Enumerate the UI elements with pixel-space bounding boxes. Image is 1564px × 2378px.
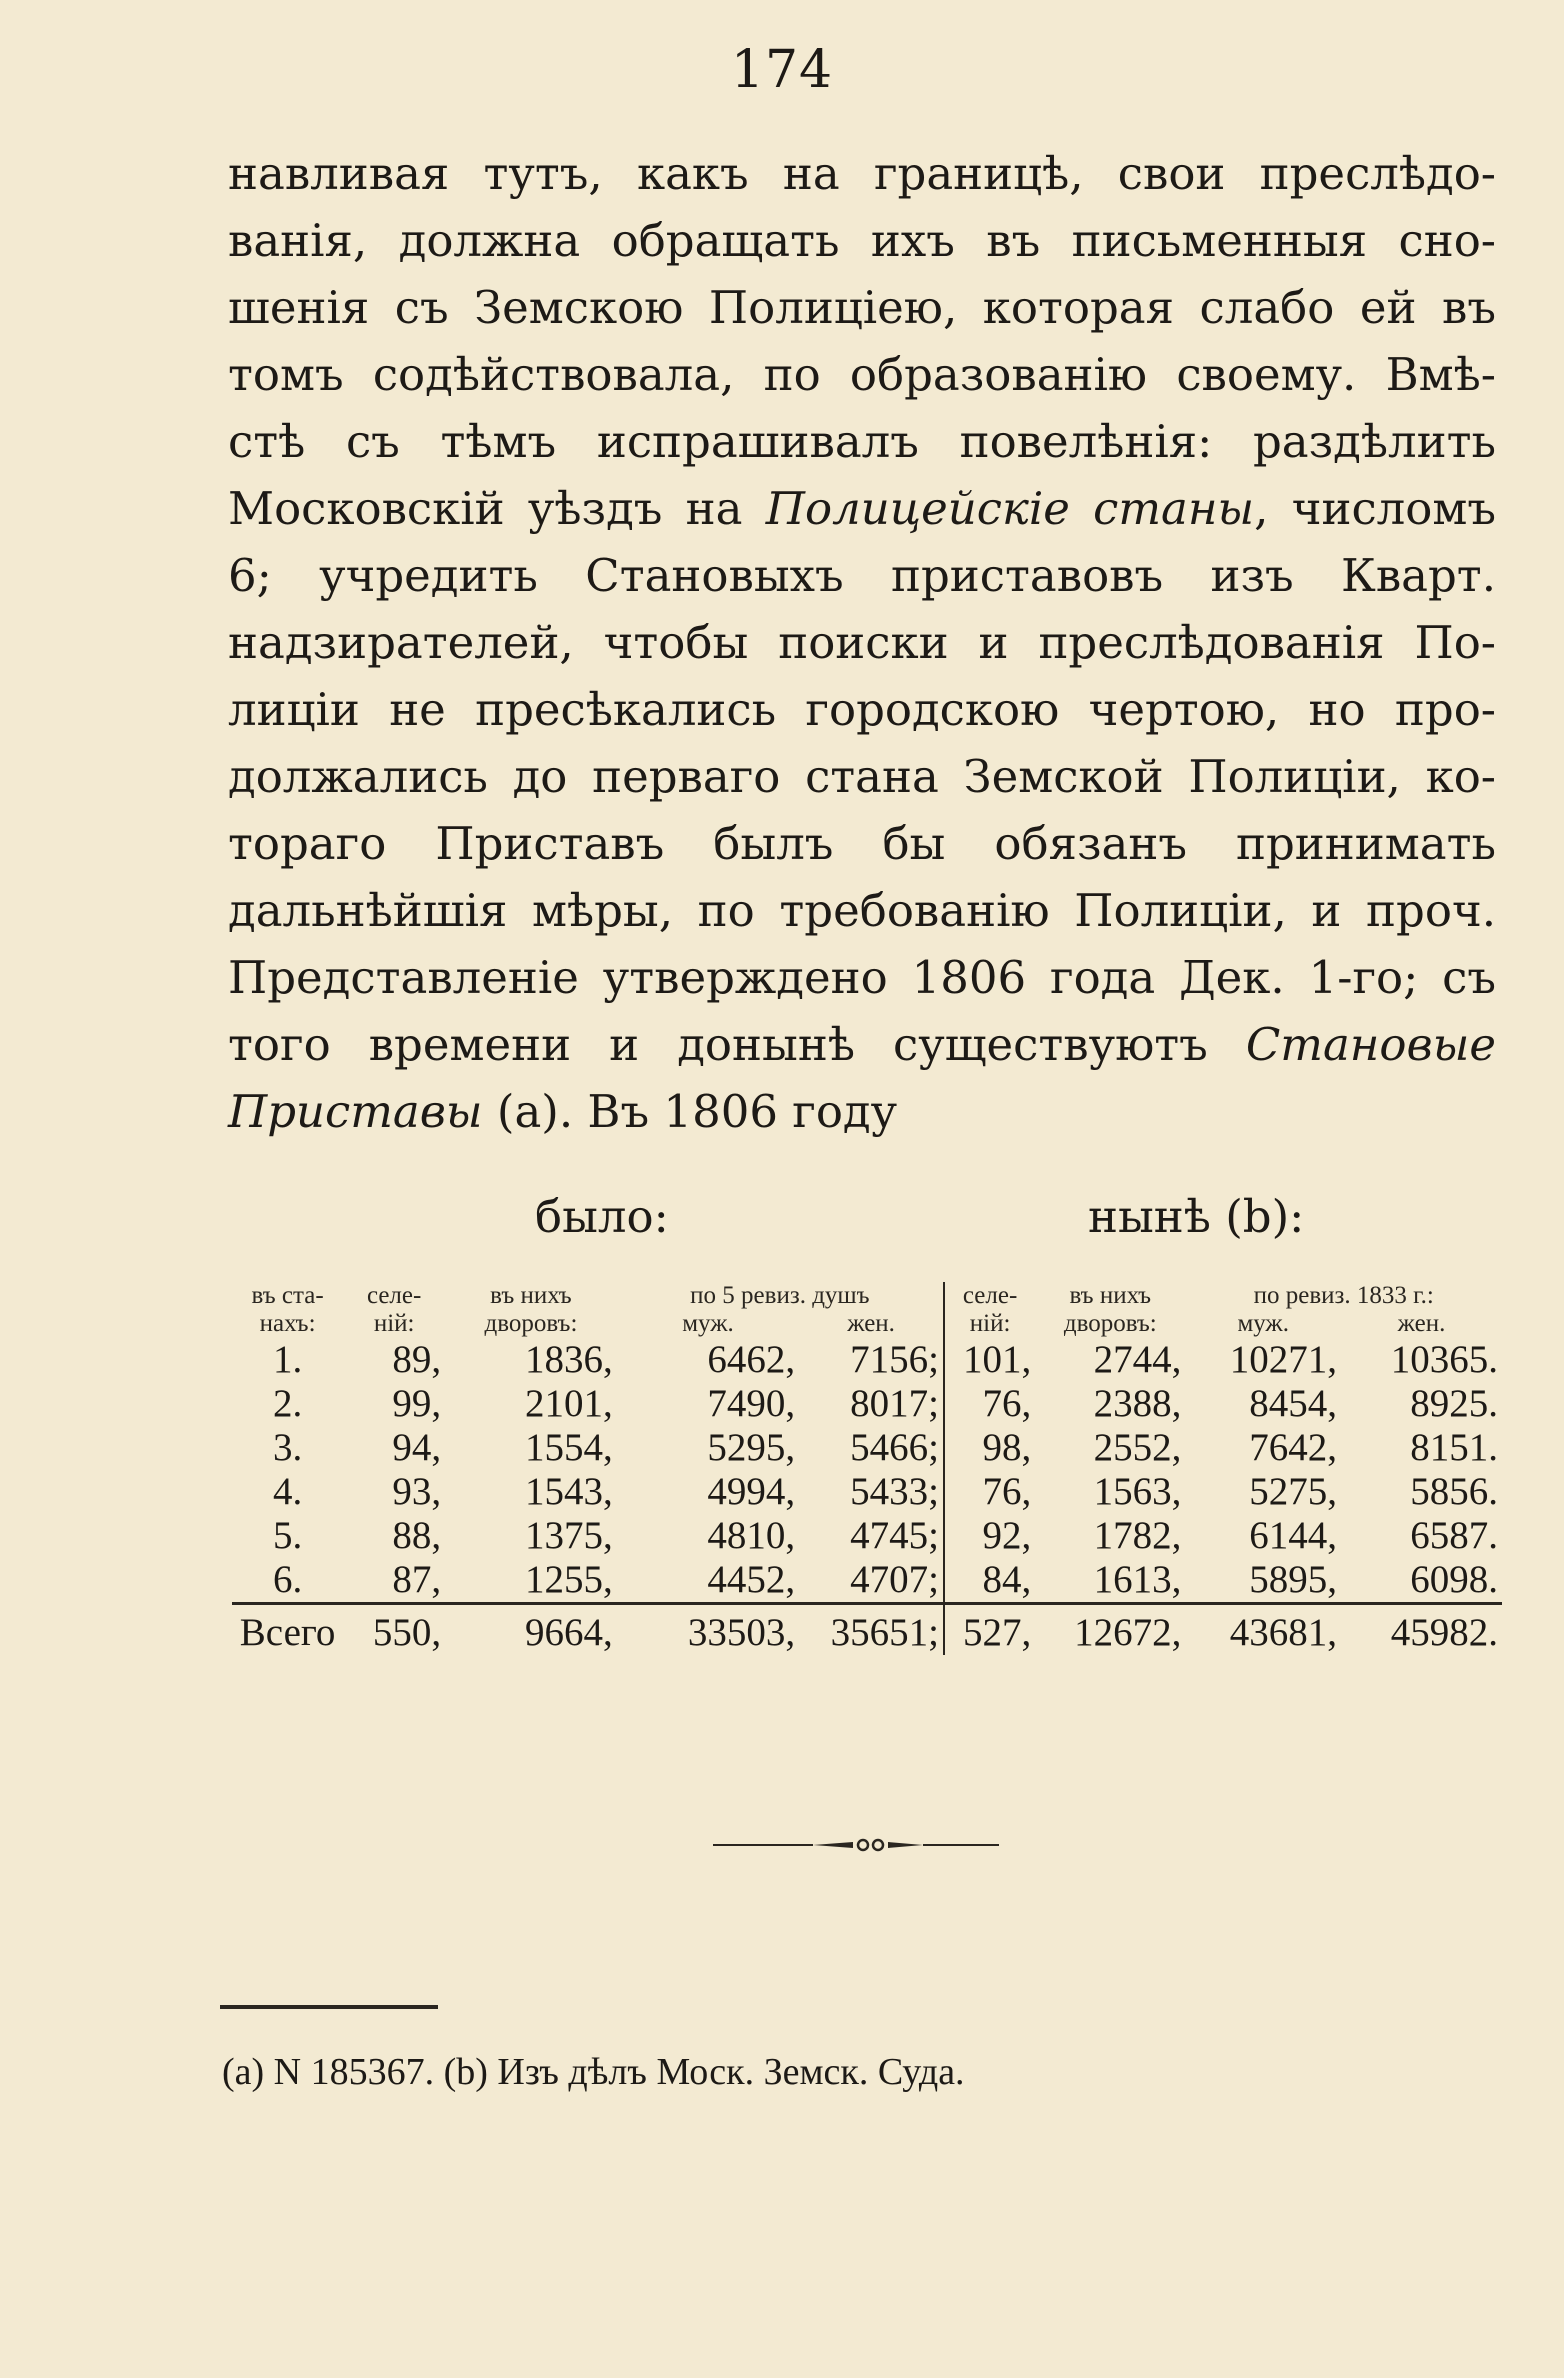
table-cell: 76, <box>982 1382 1032 1425</box>
table-row <box>232 1558 1502 1604</box>
table-row <box>232 1338 1502 1382</box>
subheader-female-before: жен. <box>799 1310 944 1338</box>
text-span: , числомъ <box>1254 482 1496 535</box>
text-span: надзирателей, чтобы поиски и преслѣдованія По- <box>228 616 1496 669</box>
italic-text: Становые <box>1245 1018 1496 1071</box>
table-cell: 2388, <box>1093 1382 1182 1425</box>
header-villages-before: селе- <box>366 1282 422 1309</box>
table-cell: 2552, <box>1093 1426 1182 1469</box>
table-cell: 5856. <box>1410 1470 1498 1513</box>
subheader-households-before: дворовъ: <box>484 1310 578 1337</box>
table-cell: 98, <box>982 1426 1032 1469</box>
table-cell: 1543, <box>525 1470 613 1513</box>
table-cell: 6. <box>272 1558 303 1601</box>
ornament-divider <box>713 1838 999 1852</box>
table-header-row-bottom <box>232 1310 1502 1338</box>
table-cell: 1782, <box>1093 1514 1182 1557</box>
text-line <box>228 207 1496 274</box>
table-row <box>232 1426 1502 1470</box>
table-cell: 7642, <box>1249 1426 1337 1469</box>
subheader-male-now: муж. <box>1237 1310 1289 1337</box>
table-cell: 3. <box>272 1426 303 1469</box>
table-cell: 4994, <box>707 1470 796 1513</box>
subheader-villages-before: ній: <box>373 1310 415 1337</box>
table-cell: 527, <box>944 1604 1035 1656</box>
table-cell: 93, <box>392 1470 442 1513</box>
header-stations: въ ста- <box>251 1282 324 1309</box>
body-text <box>228 140 1496 1145</box>
table-cell: 4707; <box>799 1558 944 1604</box>
italic-text: Приставы <box>228 1085 483 1138</box>
table-row <box>232 1470 1502 1514</box>
header-villages-now: селе- <box>962 1282 1018 1309</box>
text-line <box>228 140 1496 207</box>
table-cell: 94, <box>392 1426 442 1469</box>
page-number: 174 <box>730 40 834 100</box>
table-cell: 1836, <box>525 1338 613 1381</box>
table-cell: 76, <box>982 1470 1032 1513</box>
text-line <box>228 944 1496 1011</box>
subheader-villages-now: ній: <box>969 1310 1011 1337</box>
table-row <box>232 1514 1502 1558</box>
text-span: Представленіе утверждено 1806 года Дек. 1-го; съ <box>228 951 1496 1004</box>
text-span: тораго Приставъ былъ бы обязанъ принимать <box>228 817 1496 870</box>
table-cell: 8454, <box>1249 1382 1337 1425</box>
table-cell: 88, <box>392 1514 442 1557</box>
text-line <box>228 542 1496 609</box>
table-heading-before: было: <box>535 1190 669 1243</box>
table-cell: 6144, <box>1249 1514 1337 1557</box>
text-span: должались до перваго стана Земской Полиціи, ко- <box>228 750 1496 803</box>
text-line <box>228 609 1496 676</box>
footnote: (а) N 185367. (b) Изъ дѣлъ Моск. Земск. Суда. <box>222 2051 965 2093</box>
header-revision-5: по 5 ревиз. душъ <box>617 1282 944 1310</box>
text-span: навливая тутъ, какъ на границѣ, свои преслѣдо- <box>228 147 1496 200</box>
table-cell: 4. <box>272 1470 303 1513</box>
text-span: дальнѣйшія мѣры, по требованію Полиціи, и проч. <box>228 884 1496 937</box>
table-cell: 5295, <box>707 1426 796 1469</box>
table-cell: 7156; <box>799 1338 944 1382</box>
text-line <box>228 475 1496 542</box>
table-cell: 10271, <box>1229 1338 1337 1381</box>
table-cell: 8925. <box>1410 1382 1498 1425</box>
table-cell: 10365. <box>1390 1338 1498 1381</box>
table-heading-now: нынѣ (b): <box>1088 1190 1305 1243</box>
table-total-row <box>232 1604 1502 1656</box>
subheader-stations: нахъ: <box>259 1310 316 1337</box>
text-line <box>228 1078 1496 1145</box>
text-line <box>228 676 1496 743</box>
table-cell: 4810, <box>707 1514 796 1557</box>
table-row <box>232 1382 1502 1426</box>
table-header-row-top <box>232 1282 1502 1310</box>
text-line <box>228 1011 1496 1078</box>
text-line <box>228 341 1496 408</box>
table-cell: 5433; <box>799 1470 944 1514</box>
table-cell: 4745; <box>799 1514 944 1558</box>
text-span: шенія съ Земскою Полиціею, которая слабо ей въ <box>228 281 1496 334</box>
table-cell: 43681, <box>1185 1604 1341 1656</box>
text-line <box>228 810 1496 877</box>
table-cell: 5895, <box>1249 1558 1337 1601</box>
statistics-table <box>232 1282 1502 1655</box>
table-cell: 6462, <box>707 1338 796 1381</box>
table-cell: 101, <box>962 1338 1032 1381</box>
table-cell: 1554, <box>525 1426 613 1469</box>
text-line <box>228 743 1496 810</box>
text-line <box>228 408 1496 475</box>
table-cell: 1613, <box>1093 1558 1182 1601</box>
table-cell: 5466; <box>799 1426 944 1470</box>
header-revision-1833: по ревиз. 1833 г.: <box>1253 1282 1434 1309</box>
table-cell: 45982. <box>1341 1604 1502 1656</box>
table-body <box>232 1338 1502 1655</box>
table-cell: 1. <box>272 1338 303 1381</box>
text-span: Московскій уѣздъ на <box>228 482 766 535</box>
subheader-female-now: жен. <box>1397 1310 1446 1337</box>
table-cell: 8017; <box>799 1382 944 1426</box>
italic-text: Полицейскіе станы <box>765 482 1255 535</box>
text-span: томъ содѣйствовала, по образованію своему. Вмѣ- <box>228 348 1496 401</box>
table-cell: 84, <box>982 1558 1032 1601</box>
footnote-rule <box>220 2005 438 2009</box>
subheader-male-before: муж. <box>682 1310 734 1337</box>
table-cell: Всего <box>232 1604 343 1656</box>
text-span: ванія, должна обращать ихъ въ письменныя сно- <box>228 214 1496 267</box>
table-cell: 5275, <box>1249 1470 1337 1513</box>
table-cell: 35651; <box>799 1604 944 1656</box>
text-span: (а). Въ 1806 году <box>482 1085 898 1138</box>
header-households-before: въ нихъ <box>490 1282 572 1309</box>
table-cell: 89, <box>392 1338 442 1381</box>
text-span: того времени и донынѣ существуютъ <box>228 1018 1246 1071</box>
table-cell: 2101, <box>525 1382 613 1425</box>
table-cell: 550, <box>343 1604 445 1656</box>
header-households-now: въ нихъ <box>1069 1282 1152 1309</box>
table-cell: 6587. <box>1410 1514 1498 1557</box>
table-cell: 1563, <box>1093 1470 1182 1513</box>
table-cell: 1255, <box>525 1558 613 1601</box>
text-span: 6; учредить Становыхъ приставовъ изъ Кварт. <box>228 549 1496 602</box>
table-cell: 2744, <box>1093 1338 1182 1381</box>
table-cell: 99, <box>392 1382 442 1425</box>
table-cell: 2. <box>272 1382 303 1425</box>
text-line <box>228 877 1496 944</box>
table-cell: 12672, <box>1035 1604 1185 1656</box>
table-cell: 92, <box>982 1514 1032 1557</box>
text-line <box>228 274 1496 341</box>
table-cell: 9664, <box>445 1604 617 1656</box>
table-cell: 8151. <box>1410 1426 1498 1469</box>
table-cell: 5. <box>272 1514 303 1557</box>
table-cell: 4452, <box>707 1558 796 1601</box>
text-span: стѣ съ тѣмъ испрашивалъ повелѣнія: раздѣлить <box>228 415 1496 468</box>
table-cell: 7490, <box>707 1382 796 1425</box>
table-cell: 1375, <box>525 1514 613 1557</box>
table-cell: 6098. <box>1410 1558 1498 1601</box>
table-cell: 33503, <box>617 1604 799 1656</box>
text-span: лиціи не пресѣкались городскою чертою, но про- <box>228 683 1496 736</box>
table-cell: 87, <box>392 1558 442 1601</box>
subheader-households-now: дворовъ: <box>1063 1310 1157 1337</box>
